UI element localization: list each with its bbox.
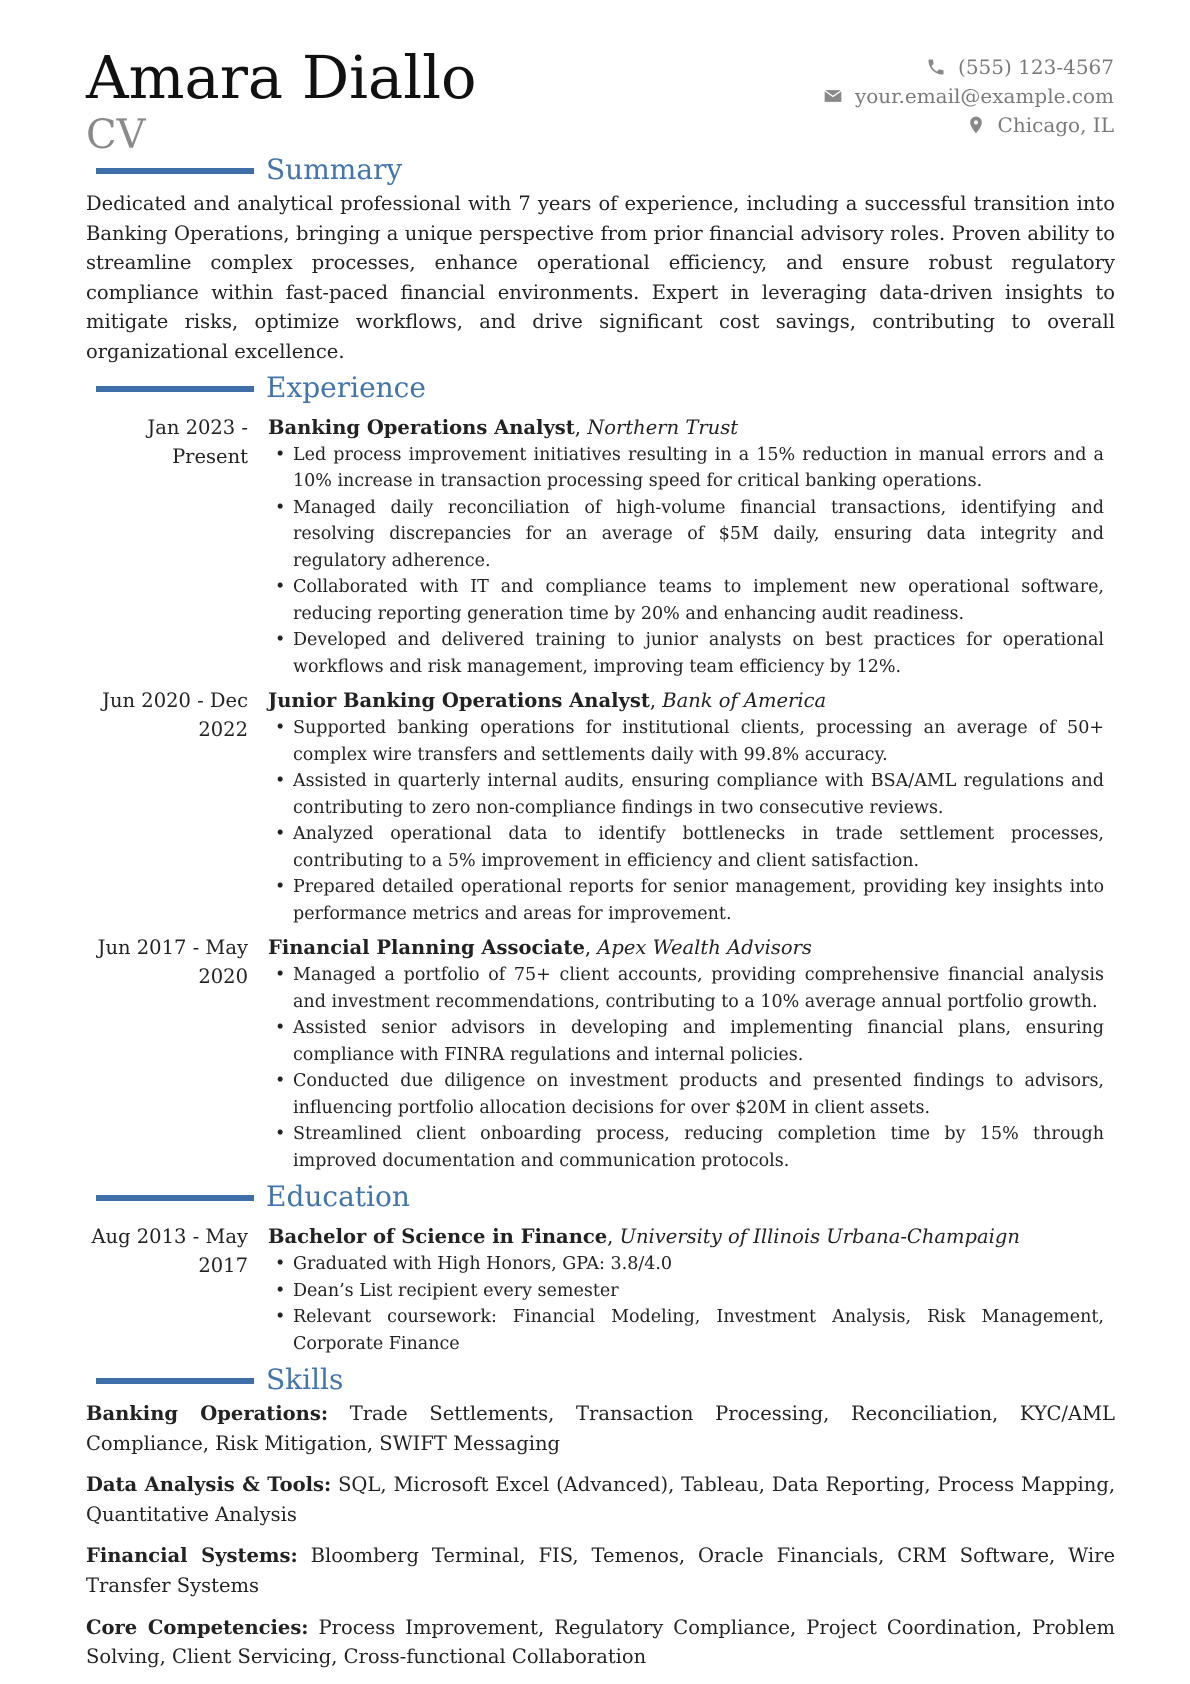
skill-label: Core Competencies: (86, 1615, 309, 1639)
entry-heading: Banking Operations Analyst, Northern Trust (268, 415, 739, 439)
skills-heading (0, 1363, 1190, 1399)
cv-body (0, 153, 1190, 1684)
bullet-item: • Dean’s List recipient every semester (275, 1280, 619, 1301)
document-subtitle: CV (86, 112, 146, 158)
job-title: Junior Banking Operations Analyst (268, 689, 650, 713)
skill-label: Banking Operations: (86, 1402, 329, 1426)
entry-heading: Financial Planning Associate, Apex Wealth Advisors (268, 936, 812, 960)
entry-body (268, 1222, 1104, 1357)
bullet-list (268, 442, 1104, 681)
envelope-icon (823, 86, 843, 106)
experience-entry (0, 686, 1190, 927)
skill-items: Bloomberg Terminal, FIS, Temenos, Oracle Financials, CRM Software, Wire Transfer Systems (86, 1544, 1115, 1598)
entry-dates: Jun 2017 - May 2020 (97, 936, 248, 989)
skills-list (86, 1399, 1115, 1672)
entry-dates: Aug 2013 - May 2017 (91, 1225, 248, 1278)
skill-label: Financial Systems: (86, 1544, 298, 1568)
bullet-item: • Managed daily reconciliation of high-volume financial transactions, identifying and resolving discrepancies for an average of $5M daily, ensuring data integrity and regulatory adherence. (275, 497, 1104, 571)
job-title: Banking Operations Analyst (268, 415, 575, 439)
bullet-item: • Assisted senior advisors in developing and implementing financial plans, ensuring compliance with FINRA regulations and internal policies. (275, 1018, 1104, 1065)
skill-group (86, 1399, 1115, 1458)
skill-group (86, 1470, 1115, 1529)
section-bar (96, 386, 254, 392)
section-title: Experience (266, 370, 426, 404)
job-title: Financial Planning Associate (268, 936, 585, 960)
education-entry (0, 1222, 1190, 1357)
section-title: Summary (266, 153, 403, 186)
experience-entry (0, 413, 1190, 681)
bullet-item: • Prepared detailed operational reports for senior management, providing key insights into performance metrics and areas for improvement. (275, 877, 1104, 924)
degree-name: Bachelor of Science in Finance (268, 1225, 608, 1249)
phone-icon (926, 57, 946, 77)
entry-dates: Jan 2023 - Present (147, 415, 248, 468)
section-bar (96, 168, 254, 174)
section-title: Education (266, 1180, 410, 1214)
school-name: University of Illinois Urbana-Champaign (619, 1225, 1020, 1249)
summary-text: Dedicated and analytical professional with 7 years of experience, including a successful transition into Banking Operations, bringing a unique perspective from prior financial advisory roles. Proven ability to streamline complex processes, enhance operational efficiency, and ensure robust regulatory compliance within fast-paced financial environments. Expert in leveraging data-driven insights to mitigate risks, optimize workflows, and drive significant cost savings, contributing to overall organizational excellence. (86, 192, 1115, 363)
entry-body (268, 413, 1104, 681)
entry-dates: Jun 2020 - Dec 2022 (102, 689, 248, 742)
education-heading (0, 1180, 1190, 1216)
entry-body (268, 933, 1104, 1174)
section-bar (96, 1195, 254, 1201)
phone-text: (555) 123-4567 (958, 54, 1114, 79)
section-title: Skills (266, 1363, 344, 1397)
bullet-item: • Graduated with High Honors, GPA: 3.8/4.0 (275, 1254, 673, 1275)
contact-block (823, 52, 1114, 139)
experience-entry (0, 933, 1190, 1174)
skill-group (86, 1613, 1115, 1672)
bullet-list (268, 962, 1104, 1174)
skill-items: Process Improvement, Regulatory Compliance, Project Coordination, Problem Solving, Client Servicing, Cross-functional Collaboration (86, 1615, 1115, 1669)
skill-label: Data Analysis & Tools: (86, 1473, 332, 1497)
map-marker-icon (966, 115, 986, 135)
bullet-item: • Led process improvement initiatives resulting in a 15% reduction in manual errors and a 10% increase in transaction processing speed for critical banking operations. (275, 444, 1104, 492)
person-name: Amara Diallo (86, 43, 477, 112)
bullet-item: • Conducted due diligence on investment products and presented findings to advisors, influencing portfolio allocation decisions for over $20M in client assets. (275, 1071, 1104, 1118)
entry-heading: Junior Banking Operations Analyst, Bank of America (268, 689, 827, 713)
section-bar (96, 1378, 254, 1384)
location-text: Chicago, IL (997, 112, 1114, 137)
bullet-list (268, 715, 1104, 927)
bullet-item: • Managed a portfolio of 75+ client accounts, providing comprehensive financial analysis and investment recommendations, contributing to a 10% average annual portfolio growth. (275, 965, 1104, 1012)
company-name: Bank of America (662, 689, 827, 713)
company-name: Northern Trust (587, 415, 739, 439)
entry-body (268, 686, 1104, 927)
email-text: your.email@example.com (854, 83, 1114, 108)
skill-items: SQL, Microsoft Excel (Advanced), Tableau, Data Reporting, Process Mapping, Quantitative Analysis (86, 1473, 1116, 1526)
contact-location (823, 110, 1114, 139)
skill-group (86, 1541, 1115, 1600)
bullet-list (268, 1251, 1104, 1357)
bullet-item: • Supported banking operations for institutional clients, processing an average of 50+ complex wire transfers and settlements daily with 99.8% accuracy. (275, 718, 1104, 765)
bullet-item: • Collaborated with IT and compliance teams to implement new operational software, reducing reporting generation time by 20% and enhancing audit readiness. (275, 577, 1104, 624)
bullet-item: • Developed and delivered training to junior analysts on best practices for operational workflows and risk management, improving team efficiency by 12%. (275, 630, 1104, 677)
bullet-item: • Assisted in quarterly internal audits, ensuring compliance with BSA/AML regulations and contributing to zero non-compliance findings in two consecutive reviews. (275, 771, 1104, 818)
skill-items: Trade Settlements, Transaction Processing, Reconciliation, KYC/AML Compliance, Risk Mitigation, SWIFT Messaging (86, 1402, 1115, 1455)
summary-heading (0, 153, 1190, 189)
contact-email[interactable] (823, 81, 1114, 110)
bullet-item: • Streamlined client onboarding process, reducing completion time by 15% through improved documentation and communication protocols. (275, 1124, 1104, 1171)
entry-heading: Bachelor of Science in Finance, University of Illinois Urbana-Champaign (268, 1225, 1020, 1249)
bullet-item: • Relevant coursework: Financial Modeling, Investment Analysis, Risk Management, Corporate Finance (275, 1307, 1104, 1354)
contact-phone[interactable] (823, 52, 1114, 81)
experience-heading (0, 371, 1190, 407)
company-name: Apex Wealth Advisors (597, 936, 812, 960)
bullet-item: • Analyzed operational data to identify bottlenecks in trade settlement processes, contributing to a 5% improvement in efficiency and client satisfaction. (275, 824, 1104, 871)
